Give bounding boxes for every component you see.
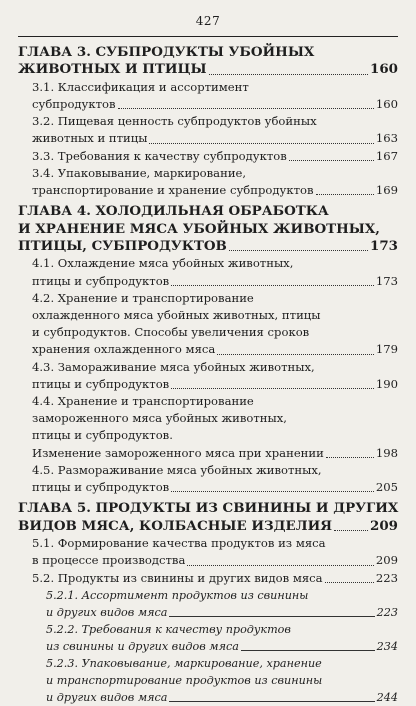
section-title-line: животных и птицы: [32, 131, 148, 146]
leader-dots: [326, 457, 374, 458]
toc-chapter-4: [18, 203, 398, 255]
toc-chapter-5: [18, 500, 398, 535]
page-ref: 173: [375, 273, 398, 288]
section-title-line: 3.2. Пищевая ценность субпродуктов убойных: [32, 114, 317, 129]
toc-section-3-2: [18, 113, 398, 147]
page-ref: 160: [370, 61, 398, 78]
chapter-title-line: И ХРАНЕНИЕ МЯСА УБОЙНЫХ ЖИВОТНЫХ,: [18, 220, 380, 237]
subsection-title-line: 5.2.2. Требования к качеству продуктов: [46, 622, 291, 636]
page-number: 427: [195, 14, 221, 28]
chapter-title-line: ПТИЦЫ, СУБПРОДУКТОВ: [18, 238, 227, 255]
toc-section-4-4: [18, 393, 398, 462]
table-of-contents: [18, 44, 398, 706]
toc-section-3-4: [18, 165, 398, 199]
leader-line: [169, 616, 374, 617]
section-title-line: 4.5. Размораживание мяса убойных животных,: [32, 462, 322, 477]
toc-subsection-5-2-2: [18, 621, 398, 655]
subsection-title-line: и других видов мяса: [46, 690, 168, 704]
page-ref: 169: [375, 183, 398, 198]
section-title-line: 3.1. Классификация и ассортимент: [32, 79, 249, 94]
leader-dots: [334, 530, 368, 531]
leader-dots: [171, 285, 374, 286]
page-ref: 198: [375, 445, 398, 460]
leader-dots: [325, 582, 374, 583]
chapter-title-line: ГЛАВА 4. ХОЛОДИЛЬНАЯ ОБРАБОТКА: [18, 203, 329, 220]
toc-section-4-2: [18, 290, 398, 359]
leader-dots: [171, 388, 374, 389]
subsection-title-line: из свинины и других видов мяса: [46, 639, 239, 653]
section-title-line: 5.1. Формирование качества продуктов из мяса: [32, 536, 326, 551]
page-ref: 209: [370, 517, 398, 534]
page-ref: 205: [375, 480, 398, 495]
page-ref: 244: [376, 690, 398, 704]
section-title-line: 3.3. Требования к качеству субпродуктов: [32, 148, 287, 163]
section-title-line: 4.2. Хранение и транспортирование: [32, 290, 254, 305]
section-title-line: в процессе производства: [32, 553, 186, 568]
page-ref: 190: [375, 376, 398, 391]
section-title-line: Изменение замороженного мяса при хранении: [32, 445, 324, 460]
page-ref: 160: [375, 97, 398, 112]
chapter-title-line: ВИДОВ МЯСА, КОЛБАСНЫЕ ИЗДЕЛИЯ: [18, 517, 333, 534]
subsection-title-line: 5.2.1. Ассортимент продуктов из свинины: [46, 588, 309, 602]
subsection-title-line: 5.2.3. Упаковывание, маркирование, хранение: [46, 656, 322, 670]
page-ref: 223: [376, 605, 398, 619]
section-title-line: 4.1. Охлаждение мяса убойных животных,: [32, 256, 294, 271]
leader-dots: [289, 160, 374, 161]
page-ref: 209: [375, 553, 398, 568]
chapter-title-line: ЖИВОТНЫХ И ПТИЦЫ: [18, 61, 207, 78]
page-ref: 163: [375, 131, 398, 146]
toc-chapter-3: [18, 44, 398, 79]
section-title-line: замороженного мяса убойных животных,: [32, 411, 287, 426]
section-title-line: хранения охлажденного мяса: [32, 342, 216, 357]
toc-section-4-3: [18, 359, 398, 393]
section-title-line: субпродуктов: [32, 97, 116, 112]
subsection-title-line: и транспортирование продуктов из свинины: [46, 673, 323, 687]
page-ref: 234: [376, 639, 398, 653]
chapter-title-line: ГЛАВА 5. ПРОДУКТЫ ИЗ СВИНИНЫ И ДРУГИХ: [18, 500, 399, 517]
page-ref: 167: [375, 148, 398, 163]
leader-dots: [187, 565, 373, 566]
leader-dots: [149, 143, 373, 144]
toc-section-3-3: [18, 148, 398, 165]
section-title-line: 3.4. Упаковывание, маркирование,: [32, 165, 247, 180]
header-rule: [18, 36, 398, 37]
page-ref: 223: [375, 570, 398, 585]
section-title-line: и субпродуктов. Способы увеличения сроков: [32, 325, 310, 340]
leader-dots: [316, 194, 374, 195]
section-title-line: транспортирование и хранение субпродуктов: [32, 183, 314, 198]
section-title-line: птицы и субпродуктов.: [32, 428, 173, 443]
section-title-line: птицы и субпродуктов: [32, 273, 170, 288]
section-title-line: 5.2. Продукты из свинины и других видов мяса: [32, 570, 323, 585]
section-title-line: 4.4. Хранение и транспортирование: [32, 394, 254, 409]
leader-line: [169, 701, 374, 702]
toc-section-4-1: [18, 255, 398, 289]
toc-section-5-1: [18, 535, 398, 569]
subsection-title-line: и других видов мяса: [46, 605, 168, 619]
page-ref: 173: [370, 238, 398, 255]
leader-dots: [171, 491, 374, 492]
chapter-title-line: ГЛАВА 3. СУБПРОДУКТЫ УБОЙНЫХ: [18, 44, 315, 60]
section-title-line: охлажденного мяса убойных животных, птицы: [32, 308, 321, 323]
toc-subsection-5-2-3: [18, 655, 398, 706]
leader-line: [241, 650, 375, 651]
section-title-line: птицы и субпродуктов: [32, 376, 170, 391]
toc-subsection-5-2-1: [18, 587, 398, 621]
section-title-line: 4.3. Замораживание мяса убойных животных,: [32, 359, 315, 374]
toc-section-3-1: [18, 79, 398, 113]
leader-dots: [118, 108, 374, 109]
leader-dots: [229, 250, 368, 251]
toc-section-4-5: [18, 462, 398, 496]
page-ref: 179: [375, 342, 398, 357]
section-title-line: птицы и субпродуктов: [32, 480, 170, 495]
leader-dots: [217, 354, 374, 355]
leader-dots: [209, 74, 368, 75]
toc-section-5-2: [18, 570, 398, 587]
